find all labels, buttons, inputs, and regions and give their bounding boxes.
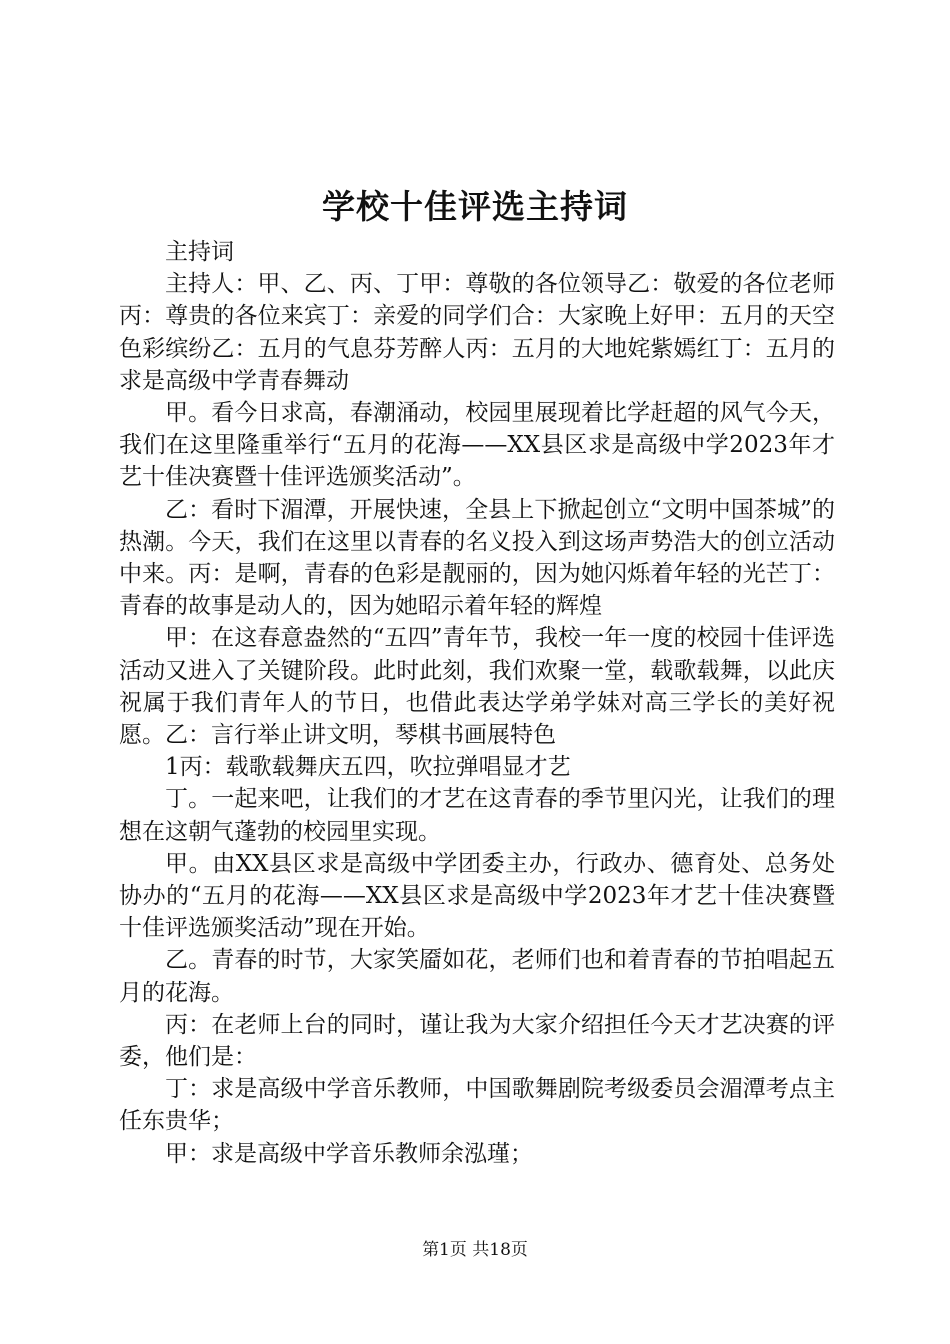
paragraph: 丙：在老师上台的同时，谨让我为大家介绍担任今天才艺决赛的评委，他们是： xyxy=(119,1011,835,1071)
paragraph: 甲。由XX县区求是高级中学团委主办，行政办、德育处、总务处协办的“五月的花海——XX县区求是高级中学2023年才艺十佳决赛暨十佳评选颁奖活动”现在开始。 xyxy=(119,850,835,942)
paragraph: 主持人：甲、乙、丙、丁甲：尊敬的各位领导乙：敬爱的各位老师丙：尊贵的各位来宾丁：亲爱的同学们合：大家晚上好甲：五月的天空色彩缤纷乙：五月的气息芬芳醉人丙：五月的大地姹紫嫣红丁：五月的求是高级中学青春舞动 xyxy=(119,271,835,394)
document-body xyxy=(119,236,835,1170)
document-title: 学校十佳评选主持词 xyxy=(322,187,628,226)
paragraph: 乙。青春的时节，大家笑靥如花，老师们也和着青春的节拍唱起五月的花海。 xyxy=(119,947,835,1006)
paragraph: 丁：求是高级中学音乐教师，中国歌舞剧院考级委员会湄潭考点主任东贵华； xyxy=(119,1076,835,1135)
paragraph: 乙：看时下湄潭，开展快速，全县上下掀起创立“文明中国茶城”的热潮。今天，我们在这里以青春的名义投入到这场声势浩大的创立活动中来。丙：是啊，青春的色彩是靓丽的，因为她闪烁着年轻的光芒丁：青春的故事是动人的，因为她昭示着年轻的辉煌 xyxy=(119,496,835,620)
paragraph: 1丙：载歌载舞庆五四，吹拉弹唱显才艺 xyxy=(165,754,571,781)
paragraph: 丁。一起来吧，让我们的才艺在这青春的季节里闪光，让我们的理想在这朝气蓬勃的校园里实现。 xyxy=(119,786,835,845)
paragraph: 甲：在这春意盎然的“五四”青年节，我校一年一度的校园十佳评选活动又进入了关键阶段。此时此刻，我们欢聚一堂，载歌载舞，以此庆祝属于我们青年人的节日，也借此表达学弟学妹对高三学长的美好祝愿。乙：言行举止讲文明，琴棋书画展特色 xyxy=(119,625,835,749)
paragraph: 甲。看今日求高，春潮涌动，校园里展现着比学赶超的风气今天，我们在这里隆重举行“五月的花海——XX县区求是高级中学2023年才艺十佳决赛暨十佳评选颁奖活动”。 xyxy=(119,400,835,491)
paragraph: 甲：求是高级中学音乐教师余泓瑾； xyxy=(165,1140,533,1167)
page-number: 第1页 共18页 xyxy=(422,1240,528,1260)
paragraph: 主持词 xyxy=(165,239,234,265)
